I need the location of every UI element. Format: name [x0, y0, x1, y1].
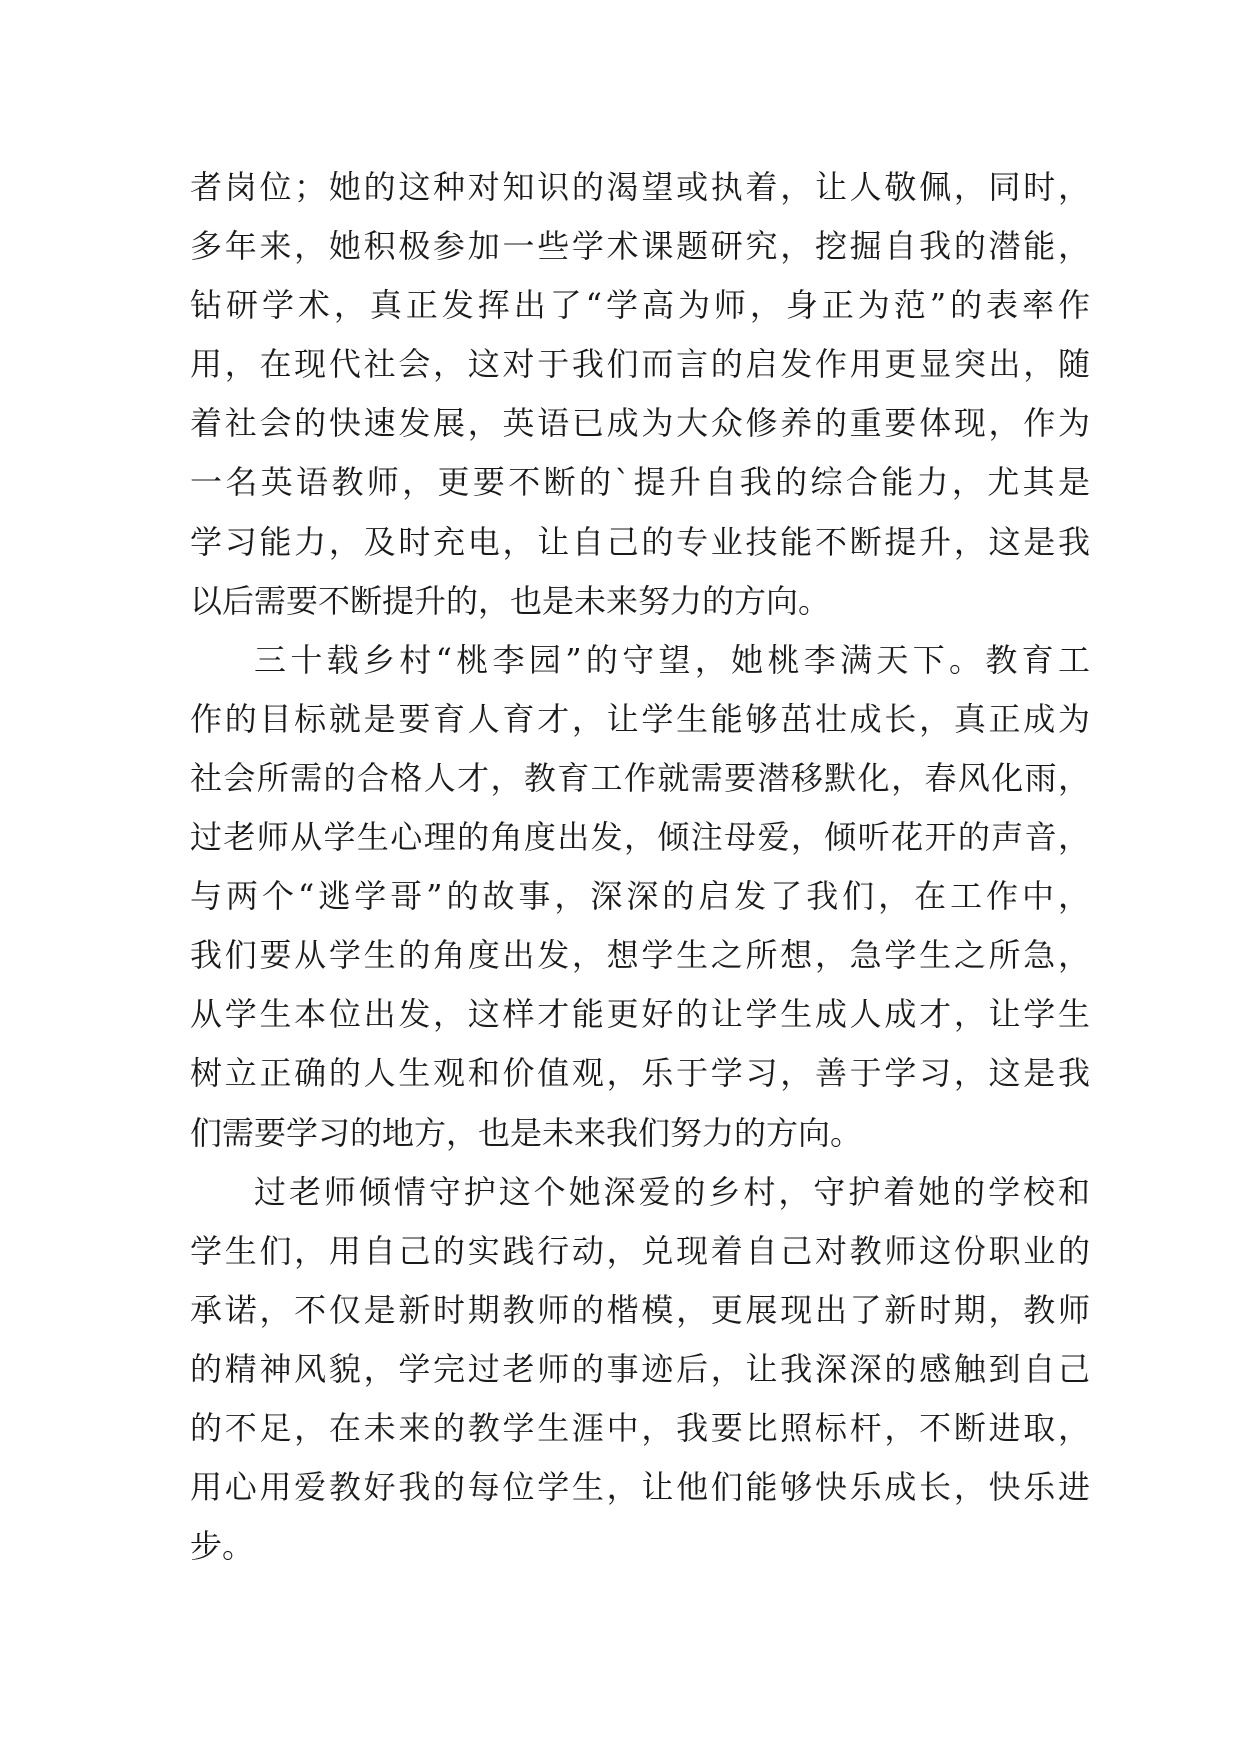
text-line: 钻研学术，真正发挥出了“学高为师，身正为范”的表率作 — [190, 286, 1090, 325]
text-line: 我们要从学生的角度出发，想学生之所想，急学生之所急， — [190, 936, 1090, 975]
text-line: 与两个“逃学哥”的故事，深深的启发了我们，在工作中， — [190, 877, 1090, 916]
text-line: 用心用爱教好我的每位学生，让他们能够快乐成长，快乐进 — [190, 1468, 1090, 1507]
text-line: 学习能力，及时充电，让自己的专业技能不断提升，这是我 — [190, 522, 1090, 561]
text-line: 多年来，她积极参加一些学术课题研究，挖掘自我的潜能， — [190, 227, 1090, 266]
text-line: 的精神风貌，学完过老师的事迹后，让我深深的感触到自己 — [190, 1349, 1090, 1388]
text-line: 用，在现代社会，这对于我们而言的启发作用更显突出，随 — [190, 345, 1090, 384]
text-line: 三十载乡村“桃李园”的守望，她桃李满天下。教育工 — [254, 640, 1090, 679]
text-line: 从学生本位出发，这样才能更好的让学生成人成才，让学生 — [190, 995, 1090, 1034]
text-line: 承诺，不仅是新时期教师的楷模，更展现出了新时期，教师 — [190, 1290, 1090, 1329]
text-line: 步。 — [190, 1527, 255, 1566]
text-line: 学生们，用自己的实践行动，兑现着自己对教师这份职业的 — [190, 1231, 1090, 1270]
text-line: 以后需要不断提升的，也是未来努力的方向。 — [190, 581, 831, 620]
document-body — [190, 158, 1090, 1576]
text-line: 社会所需的合格人才，教育工作就需要潜移默化，春风化雨， — [190, 758, 1090, 797]
text-line: 过老师从学生心理的角度出发，倾注母爱，倾听花开的声音， — [190, 818, 1090, 857]
text-line: 树立正确的人生观和价值观，乐于学习，善于学习，这是我 — [190, 1054, 1090, 1093]
text-line: 们需要学习的地方，也是未来我们努力的方向。 — [190, 1113, 863, 1152]
text-line: 者岗位；她的这种对知识的渴望或执着，让人敬佩，同时， — [190, 168, 1090, 206]
text-line: 作的目标就是要育人育才，让学生能够茁壮成长，真正成为 — [190, 699, 1090, 738]
text-line: 过老师倾情守护这个她深爱的乡村，守护着她的学校和 — [254, 1172, 1090, 1211]
text-line: 着社会的快速发展，英语已成为大众修养的重要体现，作为 — [190, 404, 1090, 443]
text-line: 的不足，在未来的教学生涯中，我要比照标杆，不断进取， — [190, 1408, 1090, 1447]
text-line: 一名英语教师，更要不断的`提升自我的综合能力，尤其是 — [190, 463, 1090, 502]
